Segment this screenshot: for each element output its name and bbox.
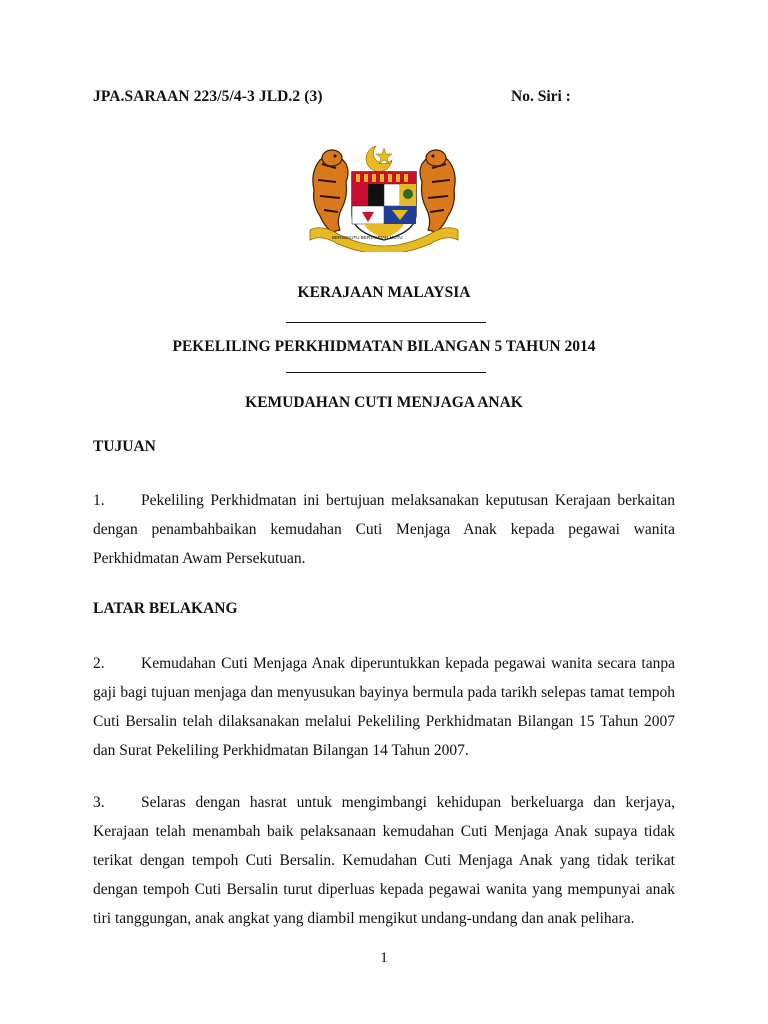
section-heading-latar-belakang: LATAR BELAKANG <box>93 600 238 617</box>
coat-of-arms-emblem <box>302 142 466 252</box>
title-divider <box>286 322 486 323</box>
paragraph-3 <box>93 788 675 933</box>
circular-title: PEKELILING PERKHIDMATAN BILANGAN 5 TAHUN 2014 <box>172 338 596 355</box>
paragraph-text: Kemudahan Cuti Menjaga Anak diperuntukkan kepada pegawai wanita secara tanpa gaji bagi tujuan menjaga dan menyusukan bayinya bermula pada tarikh selepas tamat tempoh Cuti Bersalin telah dilaksanakan melalui Pekeliling Perkhidmatan Bilangan 15 Tahun 2007 dan Surat Pekeliling Perkhidmatan Bilangan 14 Tahun 2007. <box>93 655 675 759</box>
left-tiger-icon <box>313 150 348 232</box>
paragraph-1 <box>93 486 675 573</box>
government-title: KERAJAAN MALAYSIA <box>297 284 471 301</box>
svg-text:BERSEKUTU BERTAMBAH MUTU: BERSEKUTU BERTAMBAH MUTU <box>332 235 403 240</box>
title-divider <box>286 372 486 373</box>
serial-number-label: No. Siri : <box>511 88 571 105</box>
paragraph-2 <box>93 649 675 765</box>
reference-number: JPA.SARAAN 223/5/4-3 JLD.2 (3) <box>93 88 323 105</box>
page-number: 1 <box>380 950 388 966</box>
right-tiger-icon <box>420 150 455 232</box>
paragraph-number: 3. <box>93 794 105 811</box>
paragraph-text: Selaras dengan hasrat untuk mengimbangi kehidupan berkeluarga dan kerjaya, Kerajaan telah menambah baik pelaksanaan kemudahan Cuti Menjaga Anak supaya tidak terikat dengan tempoh Cuti Bersalin. Kemudahan Cuti Menjaga Anak yang tidak terikat dengan tempoh Cuti Bersalin turut diperluas kepada pegawai wanita yang mempunyai anak tiri tanggungan, anak angkat yang diambil mengikut undang-undang dan anak pelihara. <box>93 794 675 927</box>
shield-icon <box>352 172 416 240</box>
crescent-star-icon <box>366 146 392 172</box>
paragraph-number: 2. <box>93 655 105 672</box>
section-heading-tujuan: TUJUAN <box>93 438 156 455</box>
paragraph-number: 1. <box>93 492 105 509</box>
subject-title: KEMUDAHAN CUTI MENJAGA ANAK <box>245 394 523 411</box>
paragraph-text: Pekeliling Perkhidmatan ini bertujuan melaksanakan keputusan Kerajaan berkaitan dengan penambahbaikan kemudahan Cuti Menjaga Anak kepada pegawai wanita Perkhidmatan Awam Persekutuan. <box>93 492 675 567</box>
